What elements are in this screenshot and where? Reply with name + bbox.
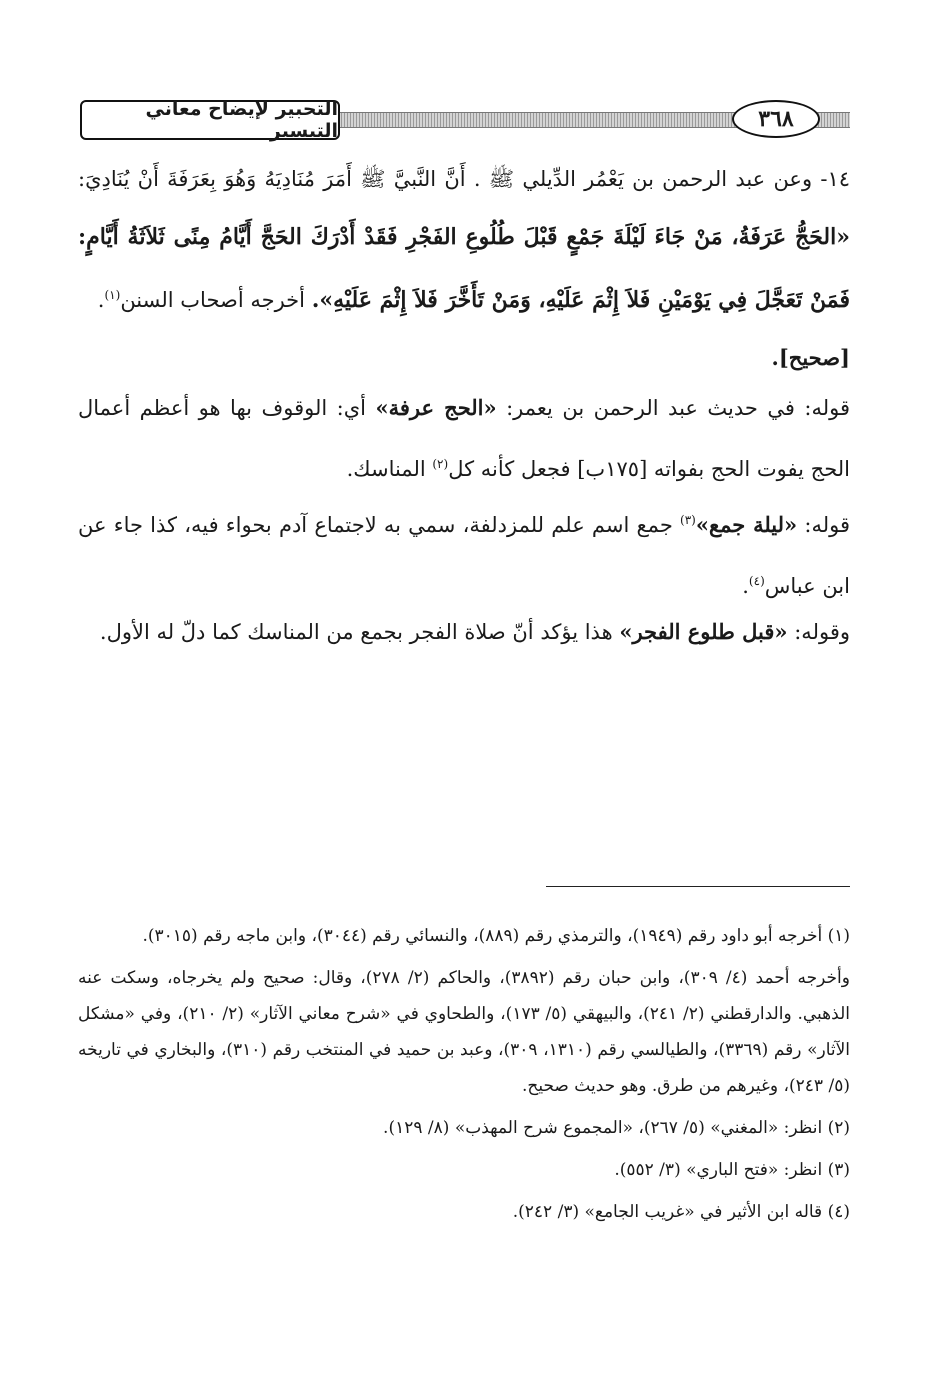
quoted-term: «ليلة جمع» [695,512,798,537]
paragraph-text: أي: الوقوف بها هو أعظم أعمال الحج يفوت الحج بفواته [١٧٥ب] فجعل كأنه كل [78,396,850,481]
footnote-3: (٣) انظر: «فتح الباري» (٣/ ٥٥٢). [614,1160,850,1180]
running-header [80,98,850,142]
hadith-grade: [صحيح]. [771,345,850,370]
paragraph-text: قوله: في حديث عبد الرحمن بن يعمر: [506,396,850,420]
footnote-ref: (٢) [432,457,449,471]
paragraph-text: هذا يؤكد أنّ صلاة الفجر بجمع من المناسك كما دلّ له الأول. [99,620,613,644]
paragraph-text: المناسك. [346,457,426,481]
footnotes [78,918,850,1236]
commentary-paragraph [78,492,850,614]
hadith-paragraph: ١٤- وعن عبد الرحمن بن يَعْمُر الدِّيلي ﷺ . أَنَّ النَّبيَّ ﷺ أَمَرَ مُنَادِيَهُ وَهُوَ بِعَرَفَةَ أَنْ يُنَادِيَ: «الحَجُّ عَرَفَةُ، مَنْ جَاءَ لَيْلَةَ جَمْعٍ قَبْلَ طُلُوعِ الفَجْرِ فَقَدْ أَدْرَكَ الحَجَّ أَيَّامُ مِنًى ثَلاَثَةُ أَيَّامٍ: فَمَنْ تَعَجَّلَ فِي يَوْمَيْنِ فَلاَ إِثْمَ عَلَيْهِ، وَمَنْ تَأَخَّرَ فَلاَ إِثْمَ عَلَيْهِ». أخرجه أصحاب السنن$^{(١)}$. [صحيح]. [78,167,850,370]
hadith-intro: ١٤- وعن عبد الرحمن بن يَعْمُر الدِّيلي ﷺ . أَنَّ النَّبيَّ ﷺ أَمَرَ مُنَادِيَهُ وَهُوَ بِعَرَفَةَ أَنْ يُنَادِيَ: [78,167,850,191]
book-title: التحبير لإيضاح معاني التيسير [80,100,340,140]
footnote-1: (١) أخرجه أبو داود رقم (١٩٤٩)، والترمذي رقم (٨٨٩)، والنسائي رقم (٣٠٤٤)، وابن ماجه رقم (٣٠١٥). [142,926,850,946]
page-number: ٣٦٨ [732,100,820,138]
paragraph-text: قوله: [804,513,850,537]
commentary-paragraph [78,380,850,497]
footnote-ref: (٤) [748,574,765,588]
commentary-paragraph [78,604,850,660]
footnote-ref: (٣) [680,513,696,527]
paragraph-text: وقوله: [794,620,850,644]
paragraph-text: . [742,574,749,598]
footnote-4: (٤) قاله ابن الأثير في «غريب الجامع» (٣/ ٢٤٢). [512,1202,850,1222]
footnote-ref: (١) [104,288,121,302]
hadith-quote: «الحَجُّ عَرَفَةُ، مَنْ جَاءَ لَيْلَةَ جَمْعٍ قَبْلَ طُلُوعِ الفَجْرِ فَقَدْ أَدْرَكَ الحَجَّ أَيَّامُ مِنًى ثَلاَثَةُ أَيَّامٍ: فَمَنْ تَعَجَّلَ فِي يَوْمَيْنِ فَلاَ إِثْمَ عَلَيْهِ، وَمَنْ تَأَخَّرَ فَلاَ إِثْمَ عَلَيْهِ». [78,224,850,313]
quoted-term: «قبل طلوع الفجر» [619,619,788,644]
footnote-separator [546,886,850,887]
paragraph-text: جمع اسم علم للمزدلفة، سمي به لاجتماع آدم بحواء فيه، كذا جاء عن ابن عباس [78,513,850,598]
footnote-1-continued: وأخرجه أحمد (٤/ ٣٠٩)، وابن حبان رقم (٣٨٩٢)، والحاكم (٢/ ٢٧٨)، وقال: صحيح ولم يخرجاه، وسكت عنه الذهبي. والدارقطني (٢/ ٢٤١)، والبيهقي (٥/ ١٧٣)، والطحاوي في «شرح معاني الآثار» (٢/ ٢١٠)، وفي «مشكل الآثار» رقم (٣٣٦٩)، والطيالسي رقم (١٣١٠، ٣٠٩)، وعبد بن حميد في المنتخب رقم (٣١٠)، والبخاري في تاريخه (٥/ ٢٤٣)، وغيرهم من طرق. وهو حديث صحيح. [78,968,851,1096]
footnote-2: (٢) انظر: «المغني» (٥/ ٢٦٧)، «المجموع شرح المهذب» (٨/ ١٢٩). [383,1118,850,1138]
hadith-source: أخرجه أصحاب السنن [120,288,305,312]
quoted-term: «الحج عرفة» [375,395,497,420]
